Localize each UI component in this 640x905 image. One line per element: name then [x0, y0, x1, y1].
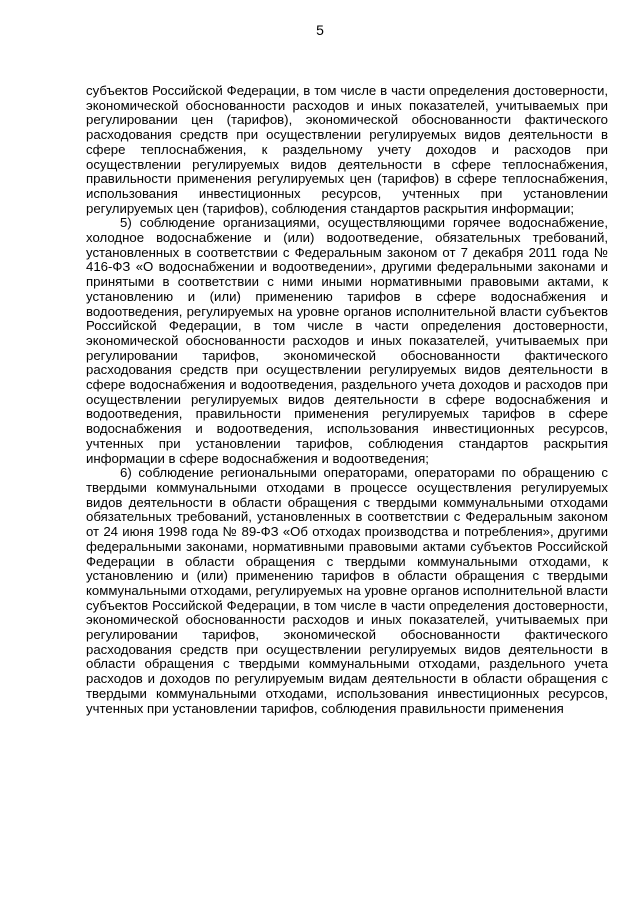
document-body	[86, 84, 608, 716]
paragraph-item-5: 5) соблюдение организациями, осуществляющими горячее водоснабжение, холодное водоснабжение и (или) водоотведение, обязательных требований, установленных в соответствии с Федеральным законом от 7 декабря 2011 года № 416-ФЗ «О водоснабжении и водоотведении», другими федеральными законами и принятыми в соответствии с ними иными нормативными правовыми актами, к установлению и (или) применению тарифов в сфере водоснабжения и водоотведения, регулируемых на уровне органов исполнительной власти субъектов Российской Федерации, в том числе в части определения достоверности, экономической обоснованности расходов и иных показателей, учитываемых при регулировании тарифов, экономической обоснованности фактического расходования средств при осуществлении регулируемых видов деятельности в сфере водоснабжения и водоотведения, раздельного учета доходов и расходов при осуществлении регулируемых видов деятельности в сфере водоснабжения и водоотведения, правильности применения регулируемых тарифов в сфере водоснабжения и водоотведения, использования инвестиционных ресурсов, учтенных при установлении тарифов, соблюдения стандартов раскрытия информации в сфере водоснабжения и водоотведения;	[86, 215, 608, 466]
paragraph-continuation: субъектов Российской Федерации, в том числе в части определения достоверности, экономической обоснованности расходов и иных показателей, учитываемых при регулировании цен (тарифов), экономической обоснованности фактического расходования средств при осуществлении регулируемых видов деятельности в сфере теплоснабжения, к раздельному учету доходов и расходов при осуществлении регулируемых видов деятельности в сфере теплоснабжения, правильности применения регулируемых цен (тарифов) в сфере теплоснабжения, использования инвестиционных ресурсов, учтенных при установлении регулируемых цен (тарифов), соблюдения стандартов раскрытия информации;	[86, 83, 608, 216]
paragraph-item-6: 6) соблюдение региональными операторами, операторами по обращению с твердыми коммунальными отходами в процессе осуществления регулируемых видов деятельности в области обращения с твердыми коммунальными отходами обязательных требований, установленных в соответствии с Федеральным законом от 24 июня 1998 года № 89-ФЗ «Об отходах производства и потребления», другими федеральными законами, нормативными правовыми актами субъектов Российской Федерации в области обращения с твердыми коммунальными отходами, к установлению и (или) применению тарифов в области обращения с твердыми коммунальными отходами, регулируемых на уровне органов исполнительной власти субъектов Российской Федерации, в том числе в части определения достоверности, экономической обоснованности расходов и иных показателей, учитываемых при регулировании тарифов, экономической обоснованности фактического расходования средств при осуществлении регулируемых видов деятельности в области обращения с твердыми коммунальными отходами, раздельного учета расходов и доходов по регулируемым видам деятельности в области обращения с твердыми коммунальными отходами, использования инвестиционных ресурсов, учтенных при установлении тарифов, соблюдения правильности применения	[86, 465, 608, 716]
page-number: 5	[316, 22, 324, 38]
